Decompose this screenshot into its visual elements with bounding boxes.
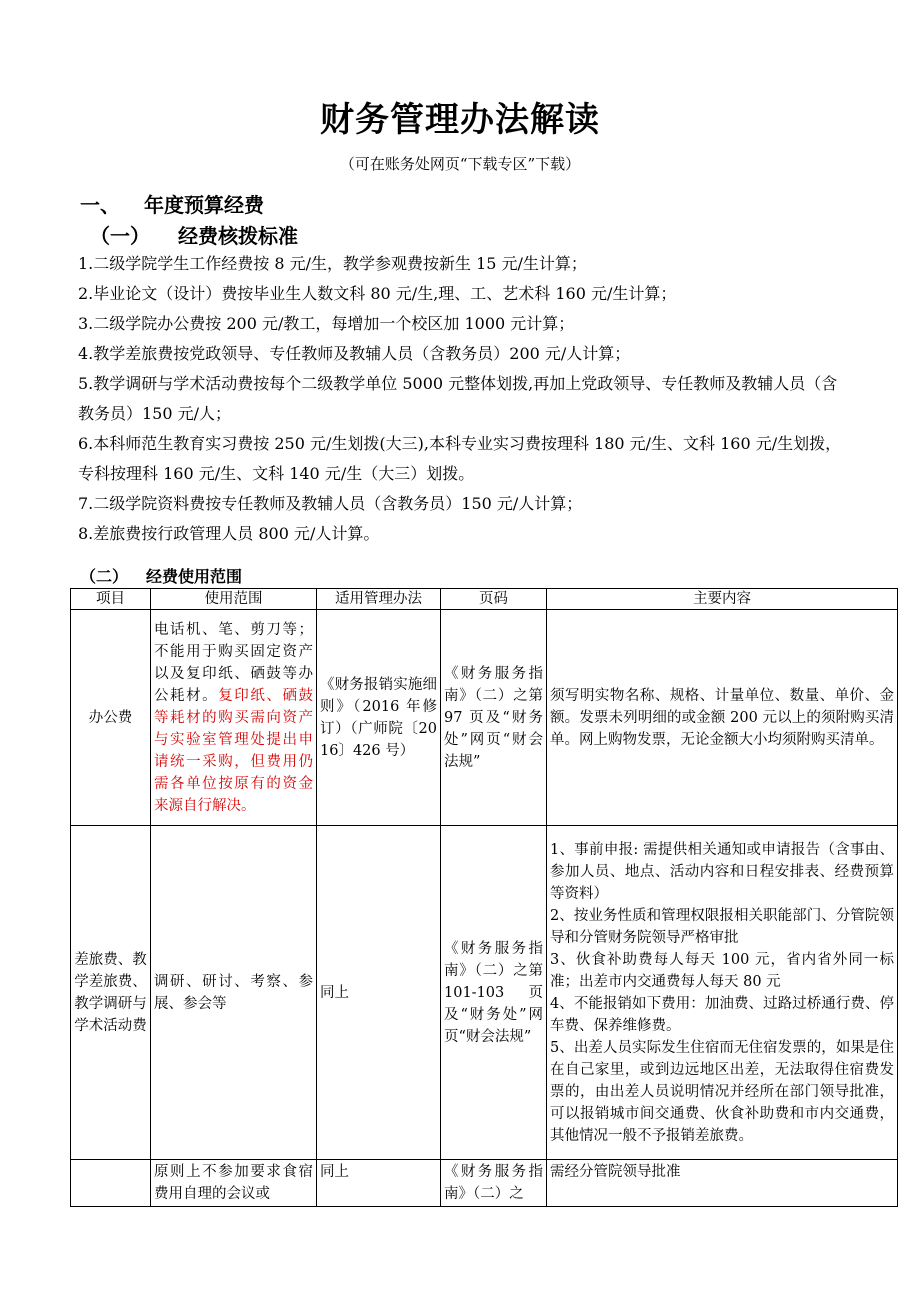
table-row <box>71 826 898 1160</box>
subsection-title: 经费使用范围 <box>146 567 243 586</box>
standard-item: 5.教学调研与学术活动费按每个二级教学单位 5000 元整体划拨,再加上党政领导、专任教师及教辅人员（含教务员）150 元/人； <box>78 374 838 423</box>
header-content: 主要内容 <box>547 589 898 610</box>
content-line: 2、按业务性质和管理权限报相关职能部门、分管院领导和分管财务院领导严格审批 <box>550 907 894 946</box>
standard-item: 6.本科师范生教育实习费按 250 元/生划拨(大三),本科专业实习费按理科 180 元/生、文科 160 元/生划拨，专科按理科 160 元/生、文科 140 元/生（大三）划拨。 <box>78 434 842 483</box>
cell-page: 《财务服务指南》（二）之 <box>441 1160 547 1207</box>
cell-scope <box>151 610 317 826</box>
standard-item: 1.二级学院学生工作经费按 8 元/生，教学参观费按新生 15 元/生计算； <box>78 254 587 273</box>
scope-text-highlight: 复印纸、硒鼓等耗材的购买需向资产与实验室管理处提出申请统一采购，但费用仍需各单位按原有的资金来源自行解决。 <box>154 687 314 814</box>
cell-method: 同上 <box>317 1160 441 1207</box>
cell-scope: 调研、研讨、考察、参展、参会等 <box>151 826 317 1160</box>
section-title: 年度预算经费 <box>144 193 264 217</box>
header-item: 项目 <box>71 589 151 610</box>
content-line: 4、不能报销如下费用：加油费、过路过桥通行费、停车费、保养维修费。 <box>550 995 894 1034</box>
header-scope: 使用范围 <box>151 589 317 610</box>
content-line: 5、出差人员实际发生住宿而无住宿发票的，如果是住在自己家里，或到边远地区出差，无法取得住宿费发票的，由出差人员说明情况并经所在部门领导批准，可以报销城市间交通费、伙食补助费和市内交通费，其他情况一般不予报销差旅费。 <box>550 1039 894 1144</box>
standard-item: 8.差旅费按行政管理人员 800 元/人计算。 <box>78 524 380 543</box>
cell-scope: 原则上不参加要求食宿费用自理的会议或 <box>151 1160 317 1207</box>
content-line: 1、事前申报: 需提供相关通知或申请报告（含事由、参加人员、地点、活动内容和日程安排表、经费预算等资料） <box>550 841 894 902</box>
section-number: 一、 <box>80 193 120 217</box>
table-row <box>71 1160 898 1207</box>
cell-content <box>547 826 898 1160</box>
cell-item: 差旅费、教学差旅费、教学调研与学术活动费 <box>71 826 151 1160</box>
page-subtitle: （可在账务处网页“下载专区”下载） <box>339 155 581 173</box>
scope-text: 电话机、笔、剪刀等；不能用于购买固定资产以及复印纸、硒鼓等办公耗材。 <box>154 621 313 704</box>
table-header-row <box>71 589 898 610</box>
cell-item-continued <box>71 1160 151 1207</box>
subsection-heading-2 <box>80 564 242 587</box>
header-page: 页码 <box>441 589 547 610</box>
subsection-number: （二） <box>80 567 129 586</box>
table-row <box>71 610 898 826</box>
standard-item: 2.毕业论文（设计）费按毕业生人数文科 80 元/生,理、工、艺术科 160 元/生计算； <box>78 284 677 303</box>
cell-method: 《财务报销实施细则》（2016 年修订）（广师院〔2016〕426 号） <box>317 610 441 826</box>
cell-content: 须写明实物名称、规格、计量单位、数量、单价、金额。发票未列明细的或金额 200 元以上的须附购买清单。网上购物发票，无论金额大小均须附购买清单。 <box>547 610 898 826</box>
subsection-title: 经费核拨标准 <box>178 224 298 248</box>
section-heading-1 <box>80 189 264 218</box>
cell-item: 办公费 <box>71 610 151 826</box>
subsection-heading-1 <box>90 220 298 249</box>
header-method: 适用管理办法 <box>317 589 441 610</box>
expense-scope-table <box>70 588 898 1207</box>
content-line: 3、伙食补助费每人每天 100 元，省内省外同一标准；出差市内交通费每人每天 80 元 <box>550 951 894 990</box>
subsection-number: （一） <box>90 224 150 248</box>
standard-item: 7.二级学院资料费按专任教师及教辅人员（含教务员）150 元/人计算； <box>78 494 583 513</box>
standard-item: 3.二级学院办公费按 200 元/教工，每增加一个校区加 1000 元计算； <box>78 314 575 333</box>
standard-item: 4.教学差旅费按党政领导、专任教师及教辅人员（含教务员）200 元/人计算； <box>78 344 631 363</box>
cell-content: 需经分管院领导批准 <box>547 1160 898 1207</box>
cell-page: 《财务服务指南》（二）之第 97 页及“财务处”网页“财会法规” <box>441 610 547 826</box>
page-title: 财务管理办法解读 <box>320 100 600 140</box>
cell-page: 《财务服务指南》（二）之第 101-103 页及“财务处”网页“财会法规” <box>441 826 547 1160</box>
standards-list <box>78 249 853 549</box>
cell-method: 同上 <box>317 826 441 1160</box>
